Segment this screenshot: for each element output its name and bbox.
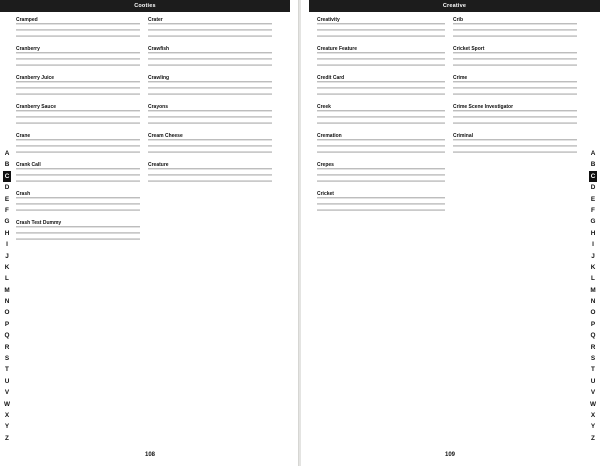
index-tab-i: I (592, 241, 594, 249)
index-tab-u: U (4, 377, 10, 385)
entry-definition (317, 23, 445, 41)
dictionary-entry (148, 75, 272, 99)
index-tab-r: R (4, 343, 10, 351)
index-tab-b: B (4, 161, 10, 169)
entry-headword: Creativity (317, 17, 340, 23)
entry-definition (148, 52, 272, 70)
entry-definition (16, 139, 140, 157)
index-tab-m: M (4, 286, 10, 294)
entry-definition (453, 110, 577, 128)
index-tab-d: D (590, 184, 596, 192)
dictionary-entry (16, 104, 140, 128)
index-tab-v: V (590, 389, 596, 397)
index-tab-q: Q (590, 332, 596, 340)
index-tab-k: K (4, 263, 10, 271)
entry-headword: Crib (453, 17, 463, 23)
dictionary-entry (148, 104, 272, 128)
entry-definition (317, 81, 445, 99)
right-column-a (317, 17, 445, 437)
index-tab-p: P (4, 320, 10, 328)
dictionary-entry (16, 46, 140, 70)
entry-headword: Cranberry Juice (16, 75, 55, 81)
entry-definition (148, 139, 272, 157)
index-tab-q: Q (4, 332, 10, 340)
entry-headword: Crash Test Dummy (16, 220, 62, 226)
right-column-b (453, 17, 577, 437)
entry-headword: Cranberry (16, 46, 40, 52)
entry-headword: Crime Scene Investigator (453, 104, 514, 110)
dictionary-entry (16, 220, 140, 244)
running-head-right: Creative (309, 0, 600, 12)
index-tab-j: J (591, 252, 595, 260)
running-head-left: Cooties (0, 0, 290, 12)
entry-headword: Crane (16, 133, 31, 139)
entry-definition (317, 52, 445, 70)
entry-definition (148, 168, 272, 186)
entry-definition (453, 52, 577, 70)
index-tab-e: E (4, 195, 10, 203)
entry-headword: Crawfish (148, 46, 170, 52)
entry-headword: Cream Cheese (148, 133, 183, 139)
dictionary-entry (317, 17, 445, 41)
index-tab-w: W (589, 400, 597, 408)
index-tab-s: S (4, 355, 10, 363)
entry-definition (16, 197, 140, 215)
entry-headword: Cramped (16, 17, 38, 23)
index-tab-h: H (4, 229, 10, 237)
dictionary-entry (16, 191, 140, 215)
dictionary-entry (16, 162, 140, 186)
dictionary-entry (317, 191, 445, 215)
page-number-left: 108 (145, 452, 156, 458)
page-number-right: 109 (445, 452, 456, 458)
dictionary-entry (148, 162, 272, 186)
dictionary-entry (453, 46, 577, 70)
entry-definition (148, 110, 272, 128)
index-tab-o: O (4, 309, 10, 317)
entry-definition (453, 81, 577, 99)
index-tab-t: T (5, 366, 9, 374)
entry-definition (453, 139, 577, 157)
entry-headword: Creek (317, 104, 331, 110)
dictionary-entry (453, 104, 577, 128)
index-tab-y: Y (4, 423, 10, 431)
entry-definition (148, 23, 272, 41)
entry-headword: Crash (16, 191, 31, 197)
entry-definition (148, 81, 272, 99)
index-tab-n: N (4, 298, 10, 306)
dictionary-entry (16, 75, 140, 99)
entry-headword: Crater (148, 17, 163, 23)
entry-definition (16, 52, 140, 70)
entry-definition (16, 81, 140, 99)
entry-headword: Crepes (317, 162, 334, 168)
entry-definition (317, 197, 445, 215)
index-tab-l: L (5, 275, 9, 283)
dictionary-entry (453, 75, 577, 99)
index-tab-t: T (591, 366, 595, 374)
entry-headword: Cranberry Sauce (16, 104, 57, 110)
index-tab-p: P (590, 320, 596, 328)
index-tab-g: G (590, 218, 596, 226)
index-tab-d: D (4, 184, 10, 192)
index-tab-x: X (4, 411, 10, 419)
index-tab-f: F (5, 206, 9, 214)
index-tab-i: I (6, 241, 8, 249)
entry-definition (16, 110, 140, 128)
entry-headword: Cremation (317, 133, 342, 139)
entry-headword: Cricket (317, 191, 334, 197)
index-tab-h: H (590, 229, 596, 237)
index-tab-u: U (590, 377, 596, 385)
index-tab-a: A (590, 150, 596, 157)
entry-definition (16, 168, 140, 186)
dictionary-entry (317, 104, 445, 128)
dictionary-entry (16, 17, 140, 41)
entry-definition (453, 23, 577, 41)
entry-headword: Cricket Sport (453, 46, 485, 52)
index-tab-w: W (3, 400, 11, 408)
dictionary-entry (148, 46, 272, 70)
index-tab-v: V (4, 389, 10, 397)
left-page (0, 0, 299, 466)
entry-headword: Crank Call (16, 162, 41, 168)
entry-headword: Creature Feature (317, 46, 358, 52)
right-page (301, 0, 600, 466)
left-column-a (16, 17, 140, 437)
index-tab-l: L (591, 275, 595, 283)
entry-headword: Creature (148, 162, 169, 168)
entry-definition (317, 110, 445, 128)
dictionary-entry (317, 133, 445, 157)
index-tab-z: Z (5, 434, 9, 442)
dictionary-entry (317, 46, 445, 70)
left-column-b (148, 17, 272, 437)
index-tab-c: C (3, 171, 11, 182)
index-tab-s: S (590, 355, 596, 363)
index-tab-j: J (5, 252, 9, 260)
dictionary-entry (16, 133, 140, 157)
thumb-index-left (3, 148, 11, 444)
entry-headword: Crime (453, 75, 468, 81)
entry-definition (317, 139, 445, 157)
index-tab-x: X (590, 411, 596, 419)
index-tab-c: C (589, 171, 597, 182)
index-tab-a: A (4, 150, 10, 157)
thumb-index-right (589, 148, 597, 444)
index-tab-b: B (590, 161, 596, 169)
index-tab-f: F (591, 206, 595, 214)
index-tab-o: O (590, 309, 596, 317)
entry-definition (16, 226, 140, 244)
index-tab-g: G (4, 218, 10, 226)
index-tab-n: N (590, 298, 596, 306)
dictionary-entry (317, 75, 445, 99)
entry-definition (317, 168, 445, 186)
entry-headword: Crawling (148, 75, 170, 81)
entry-headword: Credit Card (317, 75, 345, 81)
dictionary-entry (453, 133, 577, 157)
index-tab-m: M (590, 286, 596, 294)
entry-headword: Crayons (148, 104, 169, 110)
index-tab-y: Y (590, 423, 596, 431)
dictionary-entry (453, 17, 577, 41)
index-tab-r: R (590, 343, 596, 351)
entry-definition (16, 23, 140, 41)
index-tab-k: K (590, 263, 596, 271)
entry-headword: Criminal (453, 133, 474, 139)
index-tab-z: Z (591, 434, 595, 442)
dictionary-entry (317, 162, 445, 186)
index-tab-e: E (590, 195, 596, 203)
dictionary-entry (148, 133, 272, 157)
dictionary-entry (148, 17, 272, 41)
